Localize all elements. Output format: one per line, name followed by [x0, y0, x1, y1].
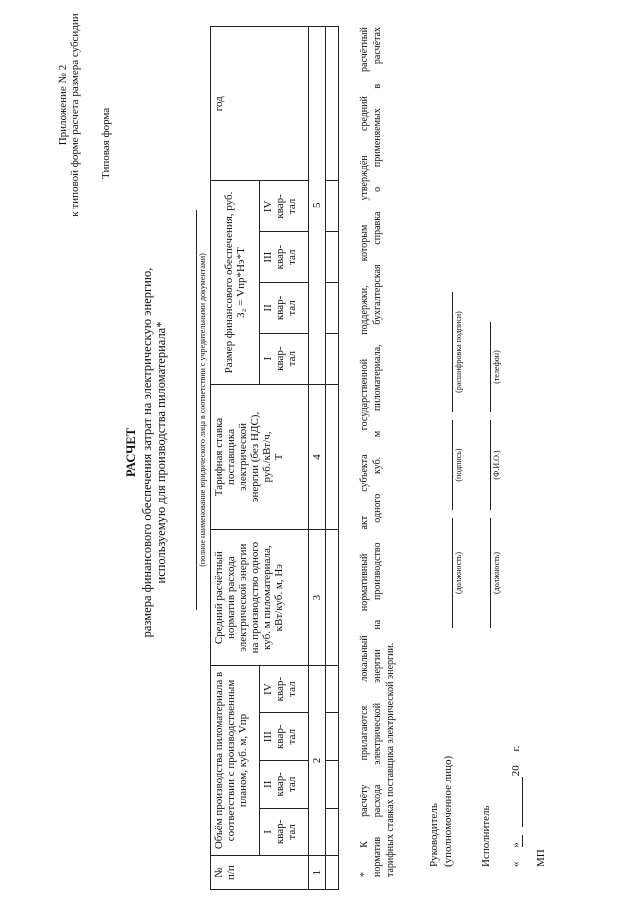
amt-q4-w2: тал — [286, 198, 298, 215]
header-tariff-line-5: руб./кВт/ч, — [261, 431, 273, 483]
header-tariff-line-1: Тарифная ставка — [213, 417, 225, 497]
vol-q4-w1: квар- — [274, 676, 286, 702]
amt-q3-w2: тал — [286, 249, 298, 265]
signature-caption: (подпись) — [454, 448, 463, 482]
header-tariff-line-2: поставщика — [225, 429, 237, 485]
empty-cell — [326, 808, 339, 856]
header-amount — [211, 181, 260, 384]
amt-quarter-2 — [260, 283, 309, 334]
page-title: РАСЧЕТ — [124, 428, 138, 478]
amt-q1-num: I — [262, 356, 274, 361]
vol-q3-w2: тал — [286, 729, 298, 745]
appendix-number: Приложение № 2 — [57, 64, 69, 146]
header-volume-line-2: соответствии с производственным — [225, 679, 237, 842]
decoding-line — [452, 292, 453, 412]
header-volume-line-3: планом, куб. м, Vпр — [237, 713, 249, 808]
empty-cell — [326, 713, 339, 761]
header-norm-line-1: Средний расчётный — [213, 551, 225, 645]
amt-q3-w1: квар- — [274, 244, 286, 270]
footnote — [358, 27, 397, 877]
vol-q4-w2: тал — [286, 681, 298, 697]
footnote-line-2: норматив расхода электрической энергии на производство одного куб. м пиломатериала, бухгалтерская справка о применяемых в расчётах — [372, 27, 383, 877]
empty-cell — [326, 283, 339, 334]
position2-line — [490, 518, 491, 628]
vol-quarter-4 — [260, 665, 309, 713]
header-amount-line-1: Размер финансового обеспечения, руб. — [223, 191, 235, 374]
executor-label: Исполнитель — [480, 805, 492, 867]
org-name-caption: (полное наименование юридического лица в соответствии с учредительными документами) — [198, 253, 207, 567]
decoding-caption: (расшифровка подписи) — [454, 311, 463, 393]
amt-q2-num: II — [262, 304, 274, 312]
empty-cell — [326, 530, 339, 665]
header-number — [211, 856, 309, 890]
vol-q3-w1: квар- — [274, 724, 286, 749]
header-norm-line-2: норматив расхода — [225, 556, 237, 640]
vol-q2-w2: тал — [286, 776, 298, 793]
position2-caption: (должность) — [492, 552, 501, 594]
vol-quarter-1 — [260, 808, 309, 856]
col-number-4: 4 — [309, 384, 326, 530]
phone-caption: (телефон) — [492, 350, 501, 384]
amt-q4-num: IV — [262, 200, 274, 213]
empty-cell — [326, 384, 339, 530]
header-year: год — [211, 27, 309, 182]
col-number-5: 5 — [309, 27, 326, 385]
empty-cell — [326, 761, 339, 809]
vol-quarter-2 — [260, 761, 309, 809]
form-type: Типовая форма — [100, 107, 112, 179]
col-number-3: 3 — [309, 530, 326, 665]
org-name-line — [196, 210, 197, 610]
footnote-line-3: тарифных ставках поставщика электрической энергии. — [385, 642, 396, 877]
amt-q3-num: III — [262, 251, 274, 263]
empty-cell — [326, 333, 339, 384]
empty-cell — [326, 856, 339, 890]
head-label: Руководитель — [428, 803, 440, 867]
header-tariff-line-4: энергии (без НДС), — [249, 411, 261, 503]
date-month-line — [522, 777, 523, 827]
appendix-label — [57, 5, 81, 217]
vol-q2-num: II — [262, 780, 274, 788]
header-tariff-line-3: электрической — [237, 422, 249, 492]
position-caption: (должность) — [454, 552, 463, 594]
header-norm — [211, 530, 309, 665]
vol-q2-w1: квар- — [274, 772, 286, 797]
amt-q1-w2: тал — [286, 350, 298, 367]
amt-q1-w1: квар- — [274, 346, 286, 371]
phone-line — [490, 322, 491, 412]
subtitle-line-1: размера финансового обеспечения затрат на электрическую энергию, — [140, 267, 154, 638]
empty-cell — [326, 665, 339, 713]
vol-q3-num: III — [262, 731, 274, 743]
position-line — [452, 518, 453, 628]
header-amount-formula: З₂ = Vпр*Нэ*Т — [235, 247, 247, 318]
amt-quarter-4 — [260, 181, 309, 232]
amt-quarter-3 — [260, 232, 309, 283]
header-norm-line-5: куб. м пиломатериала, — [261, 545, 273, 650]
col-number-2: 2 — [309, 665, 326, 855]
amt-q4-w1: квар- — [274, 194, 286, 219]
header-number-sign: № — [213, 867, 225, 878]
vol-q1-w2: тал — [286, 824, 298, 840]
amt-q2-w1: квар- — [274, 295, 286, 321]
fio-caption: (Ф.И.О.) — [492, 450, 501, 480]
vol-q1-w1: квар- — [274, 819, 286, 845]
signature-line — [452, 420, 453, 510]
header-number-abbr: п/п — [225, 865, 237, 881]
vol-q1-num: I — [262, 830, 274, 834]
amt-q2-w2: тал — [286, 300, 298, 316]
empty-cell — [326, 181, 339, 232]
header-tariff — [211, 384, 309, 530]
header-volume-line-1: Объём производства пиломатериала в — [213, 671, 225, 850]
vol-quarter-3 — [260, 713, 309, 761]
appendix-reference: к типовой форме расчета размера субсидии — [69, 13, 81, 217]
date-day-line — [522, 835, 523, 847]
header-volume — [211, 665, 260, 855]
head-sublabel: (уполномоченное лицо) — [442, 755, 454, 867]
empty-cell — [326, 232, 339, 283]
col-number-1: 1 — [309, 856, 326, 890]
stamp-label: МП — [535, 849, 547, 867]
amt-quarter-1 — [260, 333, 309, 384]
subtitle-line-2: используемую для производства пиломатериала* — [154, 321, 168, 584]
footnote-line-1: * К расчёту прилагаются локальный нормативный акт субъекта государственной поддержки, которым утверждён средний расчётный — [359, 27, 370, 877]
calculation-table — [210, 26, 339, 890]
header-norm-line-3: электрической энергии — [237, 543, 249, 652]
empty-cell — [326, 27, 339, 182]
header-norm-line-6: кВт/куб. м, Нэ — [273, 564, 285, 632]
header-norm-line-4: на производство одного — [249, 541, 261, 654]
date-field: « » 20 г. — [510, 745, 522, 867]
fio-line — [490, 420, 491, 510]
header-tariff-line-6: Т — [273, 453, 285, 461]
vol-q4-num: IV — [262, 683, 274, 695]
